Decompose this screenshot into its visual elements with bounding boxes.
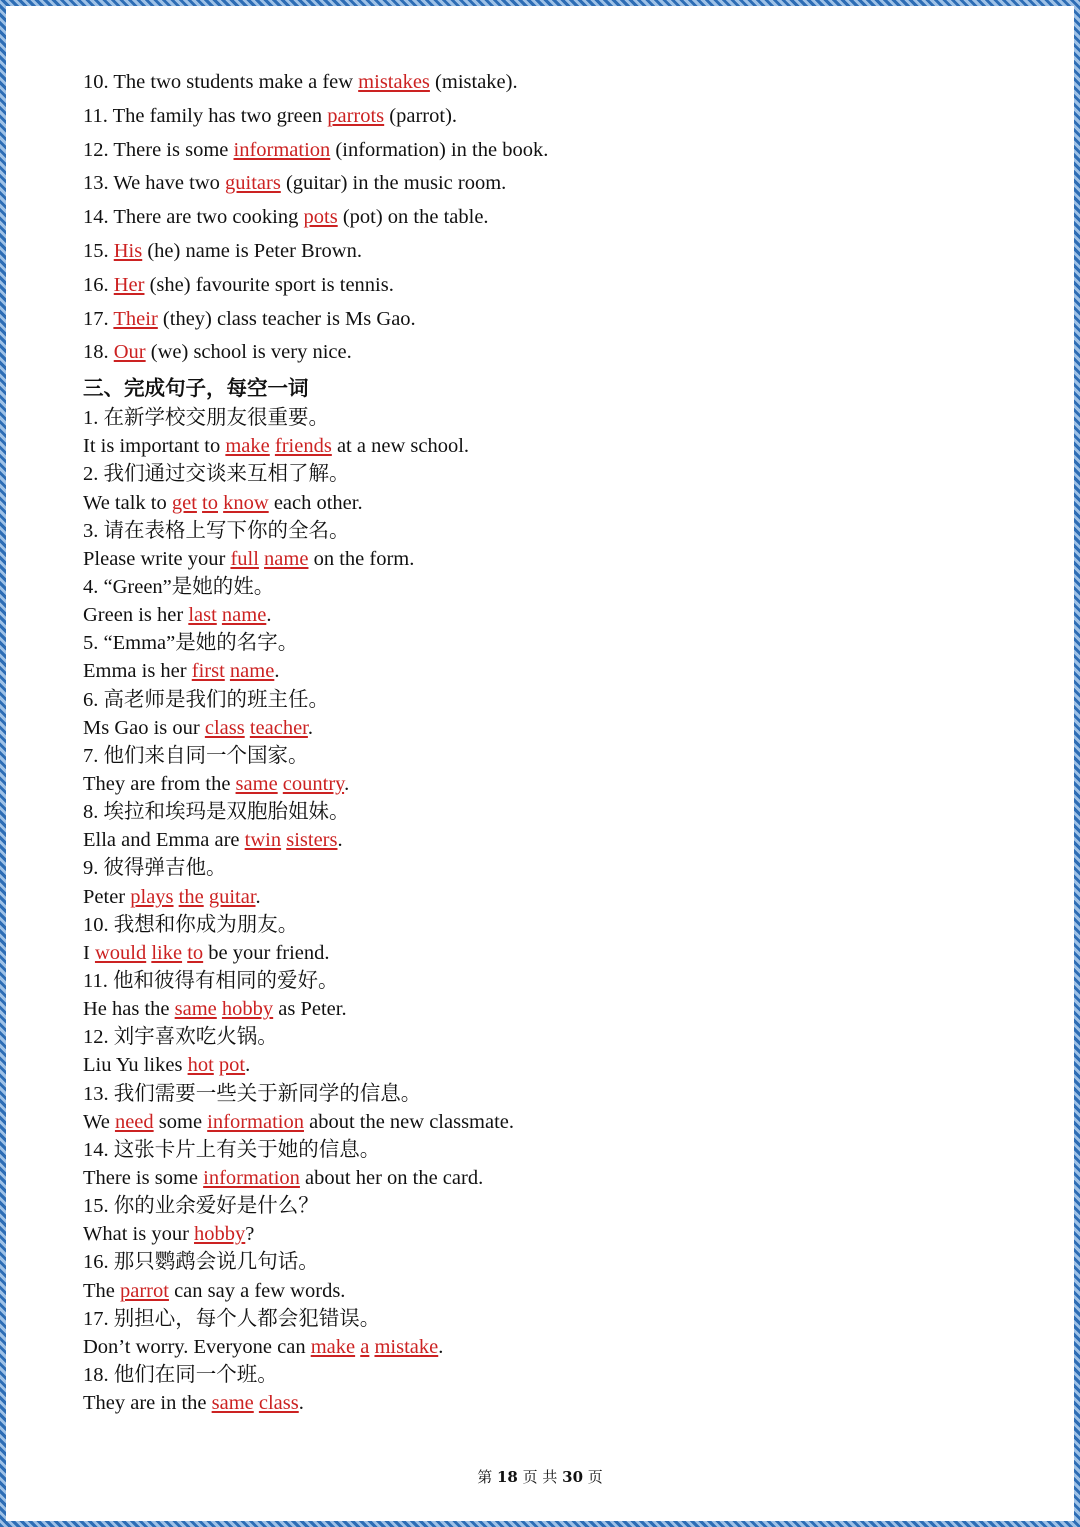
sentence-text: 15. [83,239,114,262]
sentence-text: be your friend. [203,941,330,964]
sentence-text: The [83,1279,120,1302]
sentence-text: . [307,716,314,739]
answer-word: twin [244,829,282,852]
part3-list [83,404,1003,1417]
english-answer-line [83,826,1003,854]
sentence-text: I [83,941,95,964]
sentence-text: (pot) on the table. [337,206,489,229]
english-answer-line [83,1164,1003,1192]
part2-list [83,68,1003,372]
answer-word: name [229,660,275,683]
answer-word: plays [130,885,174,908]
english-answer-line [83,1277,1003,1305]
sentence-text: Green is her [83,604,189,627]
sentence-text: Peter [83,885,131,908]
answer-word: make [310,1335,356,1358]
english-answer-line [83,770,1003,798]
english-answer-line [83,432,1003,460]
answer-word: guitar [208,885,256,908]
sentence-text: (guitar) in the music room. [280,172,507,195]
answer-word: same [211,1392,254,1415]
chinese-prompt: 2. 我们通过交谈来互相了解。 [83,463,350,486]
answer-word: information [233,138,331,161]
answer-word: Her [113,273,145,296]
part2-item [83,338,1003,372]
answer-word: parrot [120,1279,169,1302]
answer-word: the [178,885,204,908]
part2-item [83,68,1003,102]
answer-word: hobby [221,998,274,1021]
sentence-text: 10. The two students make a few [83,71,359,93]
sentence-text: about her on the card. [299,1166,484,1189]
footer-suffix: 页 [583,1468,603,1486]
sentence-text: 18. [83,341,114,364]
sentence-text: . [438,1335,444,1358]
answer-word: class [258,1392,299,1415]
part2-item [83,169,1003,203]
english-answer-line [83,489,1003,517]
answer-word: pots [303,206,338,229]
answer-word: guitars [225,172,281,195]
chinese-prompt: 11. 他和彼得有相同的爱好。 [83,969,339,992]
sentence-text: Don’t worry. Everyone can [83,1335,311,1358]
sentence-text: Please write your [83,547,231,570]
sentence-text: (parrot). [384,104,458,127]
answer-word: teacher [249,716,308,739]
answer-word: hot [187,1054,214,1077]
chinese-prompt: 14. 这张卡片上有关于她的信息。 [83,1138,381,1161]
sentence-text: . [245,1054,251,1077]
answer-word: Their [113,307,158,330]
english-answer-line [83,1389,1003,1417]
sentence-text: each other. [268,491,363,514]
sentence-text: can say a few words. [168,1279,346,1302]
answer-word: first [191,660,225,683]
answer-word: His [113,239,143,262]
chinese-prompt: 15. 你的业余爱好是什么？ [83,1195,319,1218]
answer-word: a [360,1335,370,1358]
answer-word: pot [218,1054,246,1077]
part2-item [83,305,1003,339]
chinese-prompt: 8. 埃拉和埃玛是双胞胎姐妹。 [83,801,350,824]
answer-word: would [94,941,147,964]
answer-word: to [187,941,204,964]
sentence-text: on the form. [308,547,415,570]
answer-word: sisters [286,829,338,852]
chinese-prompt: 9. 彼得弹吉他。 [83,857,227,880]
english-answer-line [83,939,1003,967]
chinese-prompt: 12. 刘宇喜欢吃火锅。 [83,1026,278,1049]
answer-word: know [223,491,269,514]
chinese-prompt: 18. 他们在同一个班。 [83,1363,278,1386]
sentence-text: . [337,829,343,852]
worksheet-content [83,68,1003,1417]
part2-item [83,237,1003,271]
answer-word: name [221,604,267,627]
sentence-text: (mistake). [429,71,518,93]
sentence-text: He has the [83,998,175,1021]
part2-item [83,271,1003,305]
footer-prefix: 第 [477,1468,497,1486]
sentence-text: . [298,1392,304,1415]
chinese-prompt: 16. 那只鹦鹉会说几句话。 [83,1251,319,1274]
english-answer-line [83,657,1003,685]
part2-item [83,203,1003,237]
sentence-text: Liu Yu likes [83,1054,188,1077]
sentence-text: Emma is her [83,660,192,683]
answer-word: country [282,773,345,795]
sentence-text: . [255,885,261,908]
answer-word: friends [274,435,332,458]
answer-word: information [203,1166,300,1189]
sentence-text: (we) school is very nice. [145,341,352,364]
footer-middle: 页 共 [517,1468,563,1486]
footer-total-pages: 30 [562,1468,584,1486]
chinese-prompt: 7. 他们来自同一个国家。 [83,744,309,767]
sentence-text: Ms Gao is our [83,716,205,739]
chinese-prompt: 6. 高老师是我们的班主任。 [83,688,329,711]
answer-word: full [230,547,259,570]
sentence-text: 12. There is some [83,138,234,161]
answer-word: Our [113,341,146,364]
part2-item [83,102,1003,136]
section3-heading: 三、完成句子，每空一词 [83,378,309,401]
sentence-text: as Peter. [273,998,347,1021]
sentence-text: 14. There are two cooking [83,206,304,229]
sentence-text: (they) class teacher is Ms Gao. [157,307,416,330]
english-answer-line [83,883,1003,911]
english-answer-line [83,1333,1003,1361]
sentence-text: They are in the [83,1392,212,1415]
english-answer-line [83,1051,1003,1079]
answer-word: get [171,491,197,514]
sentence-text: Ella and Emma are [83,829,245,852]
sentence-text: What is your [83,1223,195,1246]
chinese-prompt: 13. 我们需要一些关于新同学的信息。 [83,1082,422,1105]
answer-word: same [235,773,278,795]
page-footer [0,1466,1080,1487]
english-answer-line [83,545,1003,573]
sentence-text: ? [245,1223,255,1246]
sentence-text: 16. [83,273,114,296]
sentence-text: We talk to [83,491,172,514]
chinese-prompt: 4. “Green”是她的姓。 [83,576,275,599]
sentence-text: (information) in the book. [330,138,549,161]
sentence-text: We [83,1110,115,1133]
answer-word: need [114,1110,154,1133]
sentence-text: . [344,773,350,795]
part2-item [83,136,1003,170]
chinese-prompt: 1. 在新学校交朋友很重要。 [83,407,329,430]
sentence-text: 13. We have two [83,172,226,195]
answer-word: mistake [374,1335,439,1358]
sentence-text: 17. [83,307,114,330]
answer-word: same [174,998,217,1021]
answer-word: to [202,491,218,514]
answer-word: like [151,941,183,964]
sentence-text: at a new school. [331,435,470,458]
footer-current-page: 18 [496,1468,518,1486]
answer-word: name [264,547,309,570]
sentence-text: They are from the [83,773,236,795]
chinese-prompt: 3. 请在表格上写下你的全名。 [83,519,350,542]
answer-word: information [207,1110,304,1133]
english-answer-line [83,601,1003,629]
sentence-text: . [274,660,280,683]
answer-word: make [225,435,270,458]
answer-word: last [188,604,217,627]
chinese-prompt: 17. 别担心，每个人都会犯错误。 [83,1307,381,1330]
sentence-text: (she) favourite sport is tennis. [144,273,394,296]
sentence-text: It is important to [83,435,226,458]
sentence-text: . [266,604,272,627]
sentence-text: (he) name is Peter Brown. [142,239,362,262]
english-answer-line [83,1220,1003,1248]
sentence-text: 11. The family has two green [83,104,328,127]
answer-word: mistakes [358,71,430,93]
answer-word: hobby [194,1223,246,1246]
chinese-prompt: 10. 我想和你成为朋友。 [83,913,299,936]
sentence-text: about the new classmate. [303,1110,515,1133]
sentence-text: some [153,1110,208,1133]
english-answer-line [83,995,1003,1023]
answer-word: parrots [327,104,385,127]
answer-word: class [204,716,245,739]
sentence-text: There is some [83,1166,204,1189]
english-answer-line [83,1108,1003,1136]
chinese-prompt: 5. “Emma”是她的名字。 [83,632,299,655]
english-answer-line [83,714,1003,742]
